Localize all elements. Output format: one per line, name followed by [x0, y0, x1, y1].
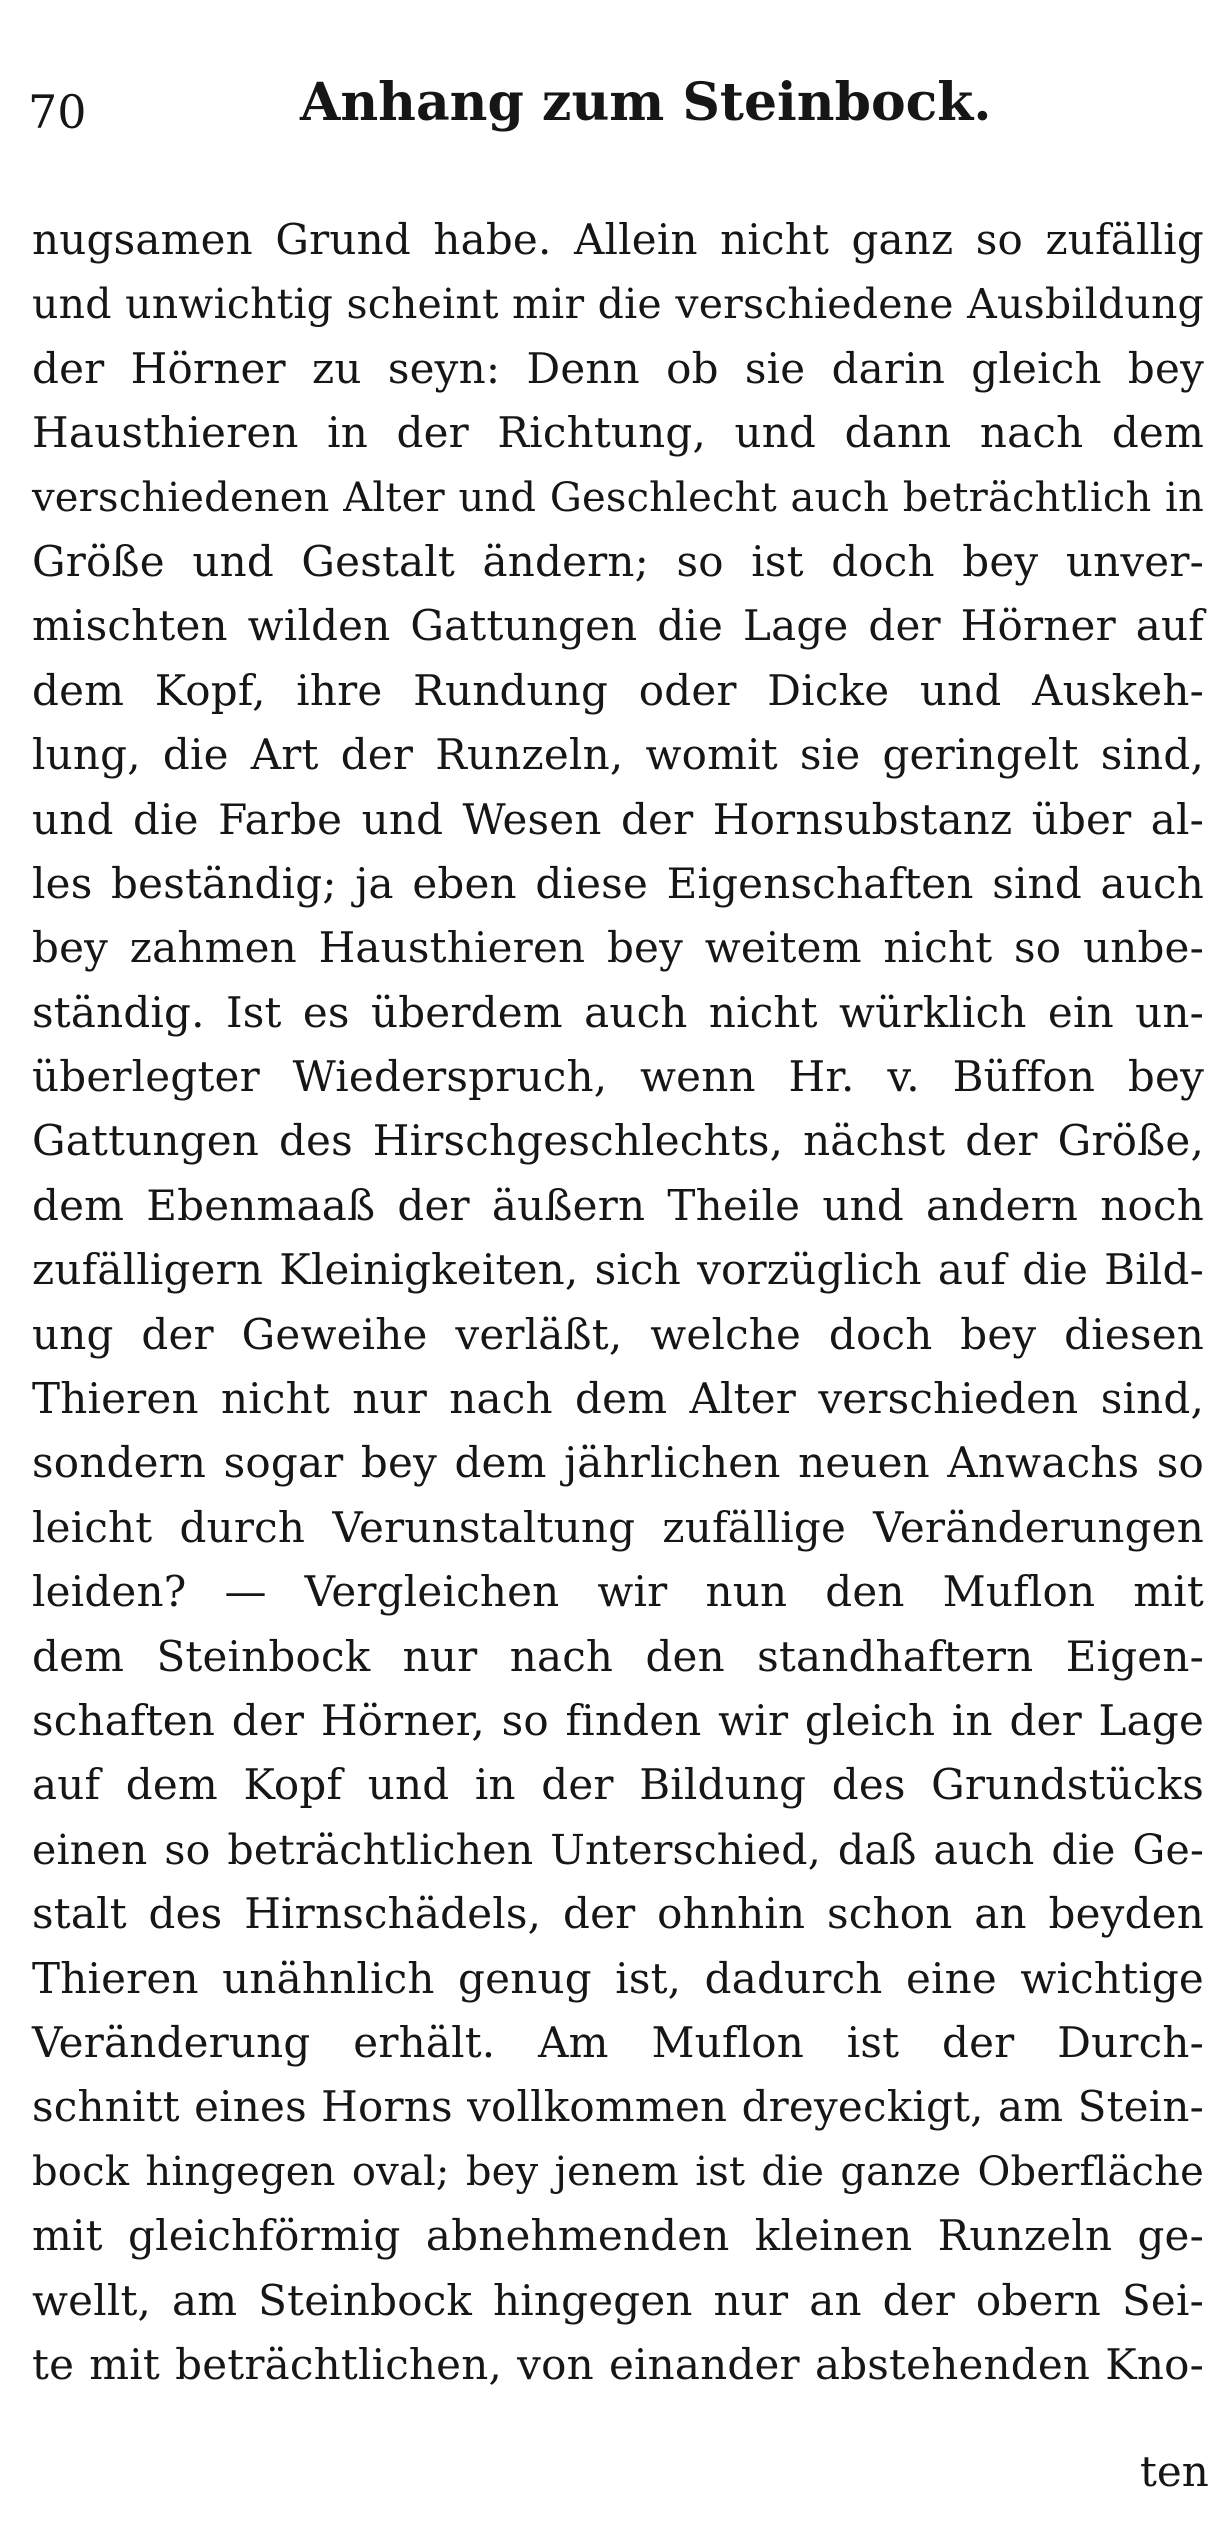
text-line: dem Ebenmaaß der äußern Theile und andern noch: [32, 1180, 1204, 1230]
text-line: Größe und Gestalt ändern; so ist doch bey unver-: [32, 536, 1204, 586]
text-line: te mit beträchtlichen, von einander abstehenden Kno-: [32, 2339, 1204, 2389]
page-number: 70: [28, 85, 87, 139]
text-line: ständig. Ist es überdem auch nicht würklich ein un-: [32, 987, 1204, 1037]
text-line: Thieren unähnlich genug ist, dadurch eine wichtige: [32, 1953, 1204, 2003]
text-line: auf dem Kopf und in der Bildung des Grundstücks: [32, 1760, 1204, 1810]
text-line: bey zahmen Hausthieren bey weitem nicht so unbe-: [32, 923, 1204, 973]
text-line: lung, die Art der Runzeln, womit sie geringelt sind,: [32, 730, 1204, 780]
text-line: nugsamen Grund habe. Allein nicht ganz so zufällig: [32, 215, 1204, 264]
text-line: schnitt eines Horns vollkommen dreyeckigt, am Stein-: [32, 2082, 1204, 2132]
text-line: der Hörner zu seyn: Denn ob sie darin gleich bey: [32, 343, 1204, 393]
text-line: schaften der Hörner, so finden wir gleich in der Lage: [32, 1695, 1204, 1745]
text-line: les beständig; ja eben diese Eigenschaften sind auch: [32, 858, 1204, 908]
text-line: Gattungen des Hirschgeschlechts, nächst der Größe,: [32, 1116, 1204, 1166]
text-line: sondern sogar bey dem jährlichen neuen Anwachs so: [32, 1438, 1204, 1488]
text-line: Thieren nicht nur nach dem Alter verschieden sind,: [32, 1374, 1204, 1424]
page-header: [28, 70, 1208, 150]
text-line: bock hingegen oval; bey jenem ist die ganze Oberfläche: [32, 2148, 1204, 2195]
text-line: mischten wilden Gattungen die Lage der Hörner auf: [32, 601, 1204, 651]
text-line: verschiedenen Alter und Geschlecht auch beträchtlich in: [32, 474, 1204, 521]
running-head: Anhang zum Steinbock.: [300, 72, 992, 133]
body-text: [32, 208, 1204, 2397]
text-line: Veränderung erhält. Am Muflon ist der Durch-: [32, 2017, 1204, 2067]
text-line: dem Steinbock nur nach den standhaftern Eigen-: [32, 1631, 1204, 1681]
catchword: ten: [1140, 2447, 1209, 2496]
text-line: zufälligern Kleinigkeiten, sich vorzüglich auf die Bild-: [32, 1245, 1204, 1295]
text-line: ung der Geweihe verläßt, welche doch bey diesen: [32, 1309, 1204, 1359]
text-line: stalt des Hirnschädels, der ohnhin schon an beyden: [32, 1889, 1204, 1939]
text-line: leiden? — Vergleichen wir nun den Muflon mit: [32, 1567, 1204, 1617]
text-line: Hausthieren in der Richtung, und dann nach dem: [32, 408, 1204, 458]
text-line: und die Farbe und Wesen der Hornsubstanz über al-: [32, 794, 1204, 844]
text-line: und unwichtig scheint mir die verschiedene Ausbildung: [32, 280, 1204, 329]
text-line: leicht durch Verunstaltung zufällige Veränderungen: [32, 1502, 1204, 1552]
text-line: dem Kopf, ihre Rundung oder Dicke und Auskeh-: [32, 665, 1204, 715]
text-line: mit gleichförmig abnehmenden kleinen Runzeln ge-: [32, 2211, 1204, 2261]
text-line: wellt, am Steinbock hingegen nur an der obern Sei-: [32, 2275, 1204, 2325]
text-line: überlegter Wiederspruch, wenn Hr. v. Büffon bey: [32, 1052, 1204, 1102]
text-line: einen so beträchtlichen Unterschied, daß auch die Ge-: [32, 1825, 1204, 1874]
